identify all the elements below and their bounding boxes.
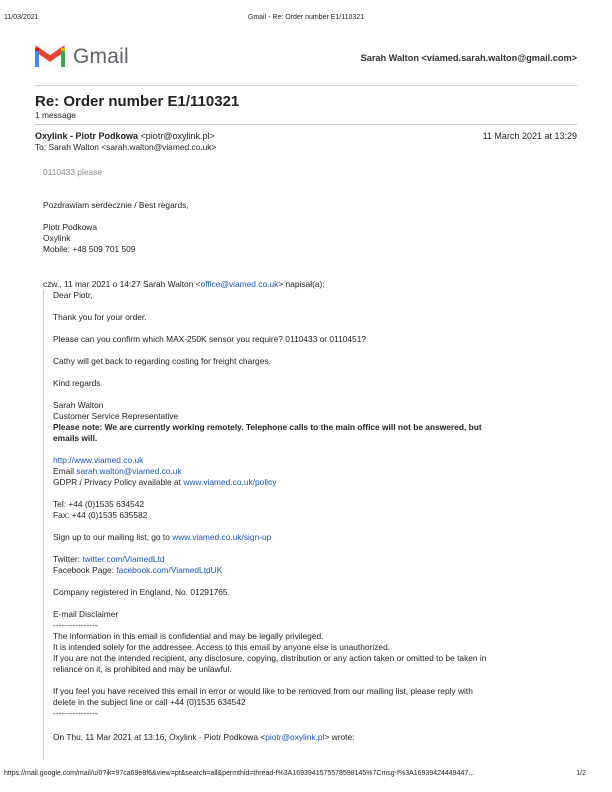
nested-intro-suffix: > wrote: (324, 732, 355, 742)
disclaimer-dashes-end: ---------------- (53, 708, 98, 718)
quote-intro (43, 279, 325, 290)
email-link[interactable]: sarah.walton@viamed.co.uk (76, 466, 182, 476)
quote-intro-prefix: czw., 11 mar 2021 o 14:27 Sarah Walton < (43, 279, 201, 289)
gmail-logo-icon (35, 45, 65, 69)
sender-email: <piotr@oxylink.pl> (140, 131, 215, 141)
twitter-link[interactable]: twitter.com/ViamedLtd (82, 554, 165, 564)
facebook-label: Facebook Page: (53, 565, 117, 575)
gdpr-label: GDPR / Privacy Policy available at (53, 477, 184, 487)
print-page-number: 1/2 (576, 770, 586, 777)
disclaimer-title: E-mail Disclaimer (53, 609, 119, 619)
quote-freight: Cathy will get back to regarding costing for freight charges. (53, 356, 271, 366)
twitter-label: Twitter: (53, 554, 83, 564)
sender[interactable] (35, 131, 215, 141)
quote-note-line2: emails will. (53, 433, 98, 443)
quote-intro-suffix: > napisał(a): (278, 279, 325, 289)
signup-label: Sign up to our mailing list, go to (53, 532, 173, 542)
quote-gdpr-line (53, 477, 486, 488)
quote-facebook-line (53, 565, 486, 576)
nested-intro-prefix: On Thu, 11 Mar 2021 at 13:16, Oxylink - Piotr Podkowa < (53, 732, 266, 742)
quote-question: Please can you confirm which MAX-250K sensor you require? 0110433 or 0110451? (53, 334, 367, 344)
quote-intro-email-link[interactable]: office@viamed.co.uk (200, 279, 279, 289)
message-count: 1 message (35, 110, 76, 120)
thread-subject: Re: Order number E1/110321 (35, 93, 240, 110)
quote-signup-line (53, 532, 486, 543)
nested-quote-intro (53, 732, 486, 743)
message-date: 11 March 2021 at 13:29 (482, 131, 577, 141)
signup-link[interactable]: www.viamed.co.uk/sign-up (172, 532, 272, 542)
header-divider (35, 85, 577, 86)
subject-divider (35, 124, 577, 125)
quote-thanks: Thank you for your order. (53, 312, 147, 322)
signature (43, 200, 189, 255)
quote-note-line1: Please note: We are currently working remotely. Telephone calls to the main office will not be answered, but (53, 422, 482, 432)
account-label: Sarah Walton <viamed.sarah.walton@gmail.com> (360, 53, 577, 63)
print-title: Gmail - Re: Order number E1/110321 (247, 14, 365, 21)
quote-greeting: Dear Piotr, (53, 290, 93, 300)
website-link[interactable]: http://www.viamed.co.uk (53, 455, 144, 465)
sig-regards: Pozdrawiam serdecznie / Best regards, (43, 200, 189, 210)
sender-name: Oxylink - Piotr Podkowa (35, 131, 139, 141)
disclaimer-line4: reliance on it, is prohibited and may be unlawful. (53, 664, 232, 674)
email-label: Email (53, 466, 77, 476)
quote-border (43, 290, 44, 760)
quote-twitter-line (53, 554, 486, 565)
disclaimer-dashes: ---------------- (53, 620, 98, 630)
recipient: To: Sarah Walton <sarah.walton@viamed.co.uk> (35, 142, 217, 152)
quote-company-reg: Company registered in England, No. 01291765. (53, 587, 230, 597)
facebook-link[interactable]: facebook.com/ViamedLtdUK (116, 565, 223, 575)
quote-sig-role: Customer Service Representative (53, 411, 179, 421)
sig-mobile: Mobile: +48 509 701 509 (43, 244, 136, 254)
disclaimer-line5: If you feel you have received this email in error or would like to be removed from our mailing list, please reply with (53, 686, 473, 696)
nested-intro-email-link[interactable]: piotr@oxylink.pl (265, 732, 325, 742)
quoted-message (53, 290, 486, 743)
print-url: https://mail.google.com/mail/u/0?ik=97ca69e8f6&view=pt&search=all&permthid=thread-f%3A1693941575578598145%7Cmsg-f%3A16939424449447... (4, 770, 475, 777)
quote-tel: Tel: +44 (0)1535 634542 (53, 499, 145, 509)
gmail-logo[interactable] (35, 44, 135, 70)
message-body: 0110433 please (43, 167, 102, 177)
print-date: 11/03/2021 (4, 14, 39, 21)
quote-email-line (53, 466, 486, 477)
gmail-logo-text: Gmail (73, 45, 129, 68)
disclaimer-line2: It is intended solely for the addressee. Access to this email by anyone else is unauthorized. (53, 642, 391, 652)
sig-company: Oxylink (43, 233, 71, 243)
gdpr-link[interactable]: www.viamed.co.uk/policy (183, 477, 277, 487)
quote-sig-name: Sarah Walton (53, 400, 104, 410)
sig-name: Piotr Podkowa (43, 222, 97, 232)
quote-fax: Fax: +44 (0)1535 635582 (53, 510, 148, 520)
disclaimer-line1: The information in this email is confidential and may be legally privileged. (53, 631, 324, 641)
disclaimer-line3: If you are not the intended recipient, any disclosure, copying, distribution or any action taken or omitted to be taken in (53, 653, 487, 663)
disclaimer-line6: delete in the subject line or call +44 (0)1535 634542 (53, 697, 246, 707)
quote-kind-regards: Kind regards (53, 378, 101, 388)
